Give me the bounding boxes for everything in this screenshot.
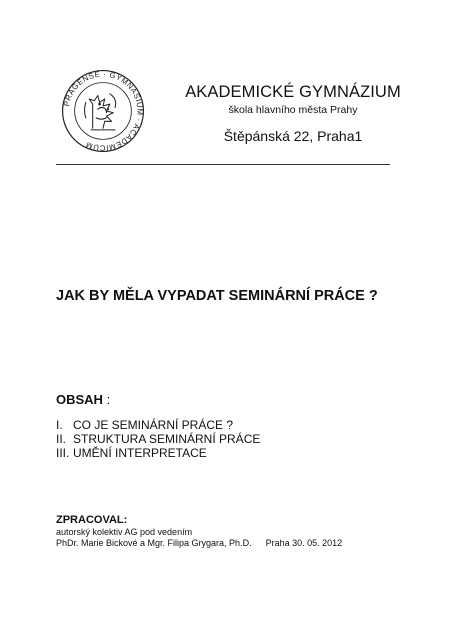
contents-item-label: UMĚNÍ INTERPRETACE [73, 446, 207, 460]
document-title: JAK BY MĚLA VYPADAT SEMINÁRNÍ PRÁCE ? [56, 288, 378, 304]
contents-item-number: II. [56, 432, 67, 446]
contents-heading [56, 392, 260, 408]
prepared-by [56, 514, 342, 549]
prepared-by-authors: PhDr. Marie Bickové a Mgr. Filipa Grygara, Ph.D. [56, 538, 252, 548]
contents-item-label: CO JE SEMINÁRNÍ PRÁCE ? [73, 418, 234, 432]
school-header [178, 82, 408, 145]
contents-item [56, 432, 260, 446]
contents-list [56, 418, 260, 460]
header-divider [56, 164, 390, 165]
school-address: Štěpánská 22, Praha1 [223, 128, 363, 144]
contents-heading-colon: : [102, 392, 111, 407]
prepared-by-authors-line [56, 538, 342, 549]
school-seal-icon [60, 68, 146, 154]
school-name: AKADEMICKÉ GYMNÁZIUM [185, 83, 401, 101]
school-subtitle: škola hlavního města Prahy [228, 104, 358, 116]
contents-item-label: STRUKTURA SEMINÁRNÍ PRÁCE [73, 432, 261, 446]
contents-item [56, 446, 260, 460]
prepared-by-place-date: Praha 30. 05. 2012 [265, 538, 343, 548]
contents-item-number: I. [56, 418, 63, 432]
contents-item [56, 418, 260, 432]
contents-heading-label: OBSAH [56, 392, 103, 407]
prepared-by-heading: ZPRACOVAL: [56, 514, 128, 526]
prepared-by-line: autorský kolektiv AG pod vedením [56, 527, 193, 537]
seal-text: PRAGENSE · GYMNASIUM · ACADEMICUM [61, 69, 145, 153]
contents-item-number: III. [56, 446, 70, 460]
table-of-contents [56, 392, 260, 460]
